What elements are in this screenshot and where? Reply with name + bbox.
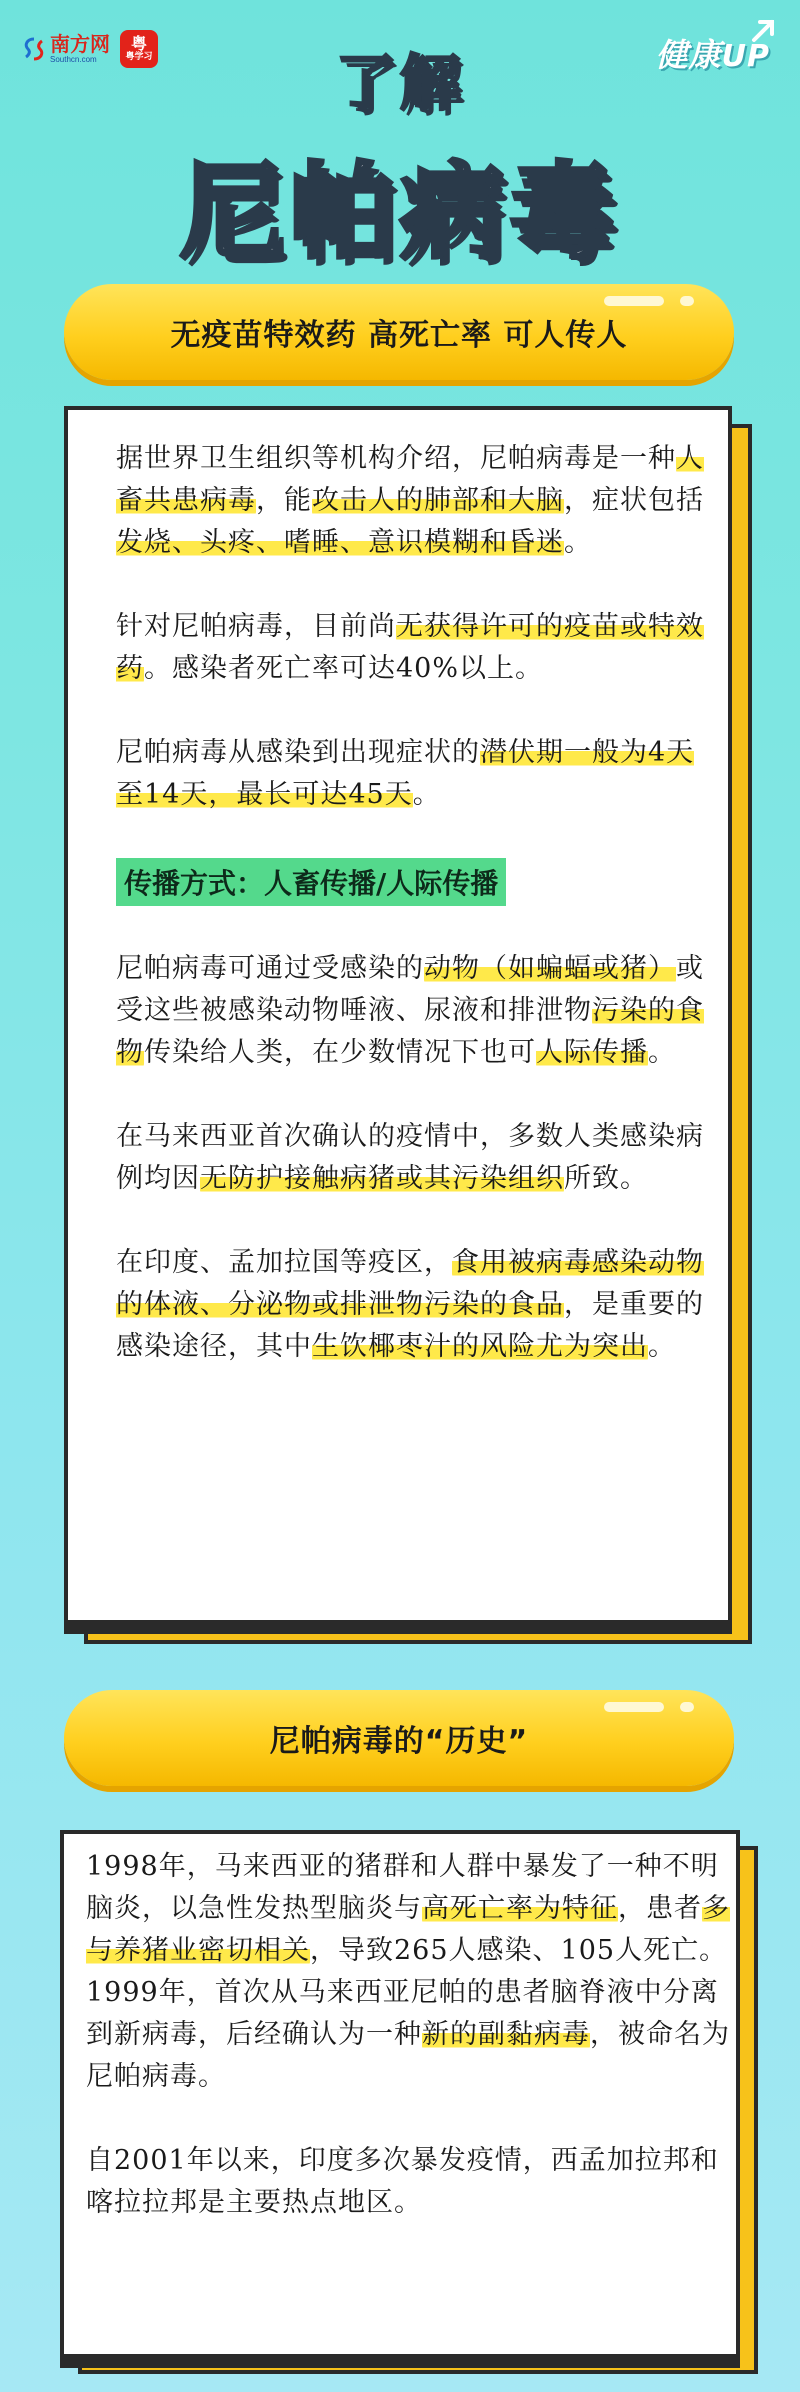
highlight: 新的副黏病毒: [422, 2019, 590, 2050]
paragraph-treatment: [116, 606, 706, 690]
banner-shine-dot: [680, 296, 694, 306]
text: 在马来西亚首次确认的疫情中，多数人类感染病例均因: [116, 1121, 704, 1194]
text: 1998年，马来西亚的猪群和人群中暴发了一种不明脑炎，以急性发热型脑炎与: [86, 1851, 719, 1924]
section1-banner: [64, 284, 734, 380]
highlight: 食用被病毒感染动物的体液、分泌物或排泄物污染的食品: [116, 1247, 704, 1320]
transmission-heading: 传播方式：人畜传播/人际传播: [116, 858, 506, 906]
health-logo-up: UP: [721, 39, 770, 74]
text: 在印度、孟加拉国等疫区，: [116, 1247, 452, 1278]
banner-shine: [604, 296, 664, 306]
text: ，患者: [618, 1893, 702, 1924]
text: ，能: [256, 485, 312, 516]
text: 自2001年以来，印度多次暴发疫情，西孟加拉邦和喀拉拉邦是主要热点地区。: [86, 2145, 719, 2218]
page-title-line2: 尼帕病毒: [179, 151, 620, 273]
section1-body: [116, 438, 706, 1410]
banner-shine: [604, 1702, 664, 1712]
text: 。: [412, 779, 441, 810]
highlight: 攻击人的肺部和大脑: [312, 485, 564, 516]
highlight: 人际传播: [536, 1037, 648, 1068]
section1-banner-text: 无疫苗特效药 高死亡率 可人传人: [170, 318, 628, 353]
health-logo-text: 健康: [655, 36, 722, 74]
text: 。感染者死亡率可达40%以上。: [144, 653, 544, 684]
paragraph-intro: [116, 438, 706, 564]
nanfang-logo-sub: Southcn.com: [50, 55, 97, 64]
text: 。: [564, 527, 592, 558]
highlight: 发烧、头疼、嗜睡、意识模糊和昏迷: [116, 527, 564, 558]
highlight: 污染的食物: [116, 995, 704, 1068]
highlight: 无获得许可的疫苗或特效药: [116, 611, 704, 684]
section2-body: [86, 1846, 732, 2266]
text: 。: [648, 1331, 676, 1362]
text: ，症状包括: [564, 485, 704, 516]
app-logo-text: 粤学习: [125, 51, 153, 62]
text: ，导致265人感染、105人死亡。1999年，首次从马来西亚尼帕的患者脑脊液中分离到新病毒，后经确认为一种: [86, 1935, 728, 2050]
paragraph-incubation: [116, 732, 706, 816]
highlight: 潜伏期一般为4天至14天，最长可达45天: [116, 737, 695, 810]
highlight: 多与养猪业密切相关: [86, 1893, 730, 1966]
text: 。: [648, 1037, 676, 1068]
highlight: 动物（如蝙蝠或猪）: [424, 953, 676, 984]
paragraph-transmission: [116, 948, 706, 1074]
app-logo-mark: 粤: [130, 34, 147, 54]
paragraph-malaysia: [116, 1116, 706, 1200]
text: 针对尼帕病毒，目前尚: [116, 611, 396, 642]
paragraph-india: [116, 1242, 706, 1368]
text: 或受这些被感染动物唾液、尿液和排泄物: [116, 953, 704, 1026]
section2-banner: [64, 1690, 734, 1786]
paragraph-history-2001: [86, 2140, 732, 2224]
highlight: 生饮椰枣汁的风险尤为突出: [312, 1331, 648, 1362]
highlight: 无防护接触病猪或其污染组织: [200, 1163, 564, 1194]
text: ，是重要的感染途径，其中: [116, 1289, 704, 1362]
section2-banner-text: 尼帕病毒的“历史”: [269, 1724, 529, 1759]
highlight: 人畜共患病毒: [116, 443, 704, 516]
text: 尼帕病毒可通过受感染的: [116, 953, 424, 984]
page-title-line1: 了解: [336, 49, 464, 119]
text: 所致。: [564, 1163, 648, 1194]
text: 尼帕病毒从感染到出现症状的: [116, 737, 480, 768]
text: ，被命名为尼帕病毒。: [86, 2019, 730, 2092]
highlight: 高死亡率为特征: [422, 1893, 618, 1924]
text: 传染给人类，在少数情况下也可: [144, 1037, 536, 1068]
banner-shine-dot: [680, 1702, 694, 1712]
paragraph-history-1998: [86, 1846, 732, 2098]
nanfang-logo-text: 南方网: [50, 32, 110, 56]
text: 据世界卫生组织等机构介绍，尼帕病毒是一种: [116, 443, 676, 474]
